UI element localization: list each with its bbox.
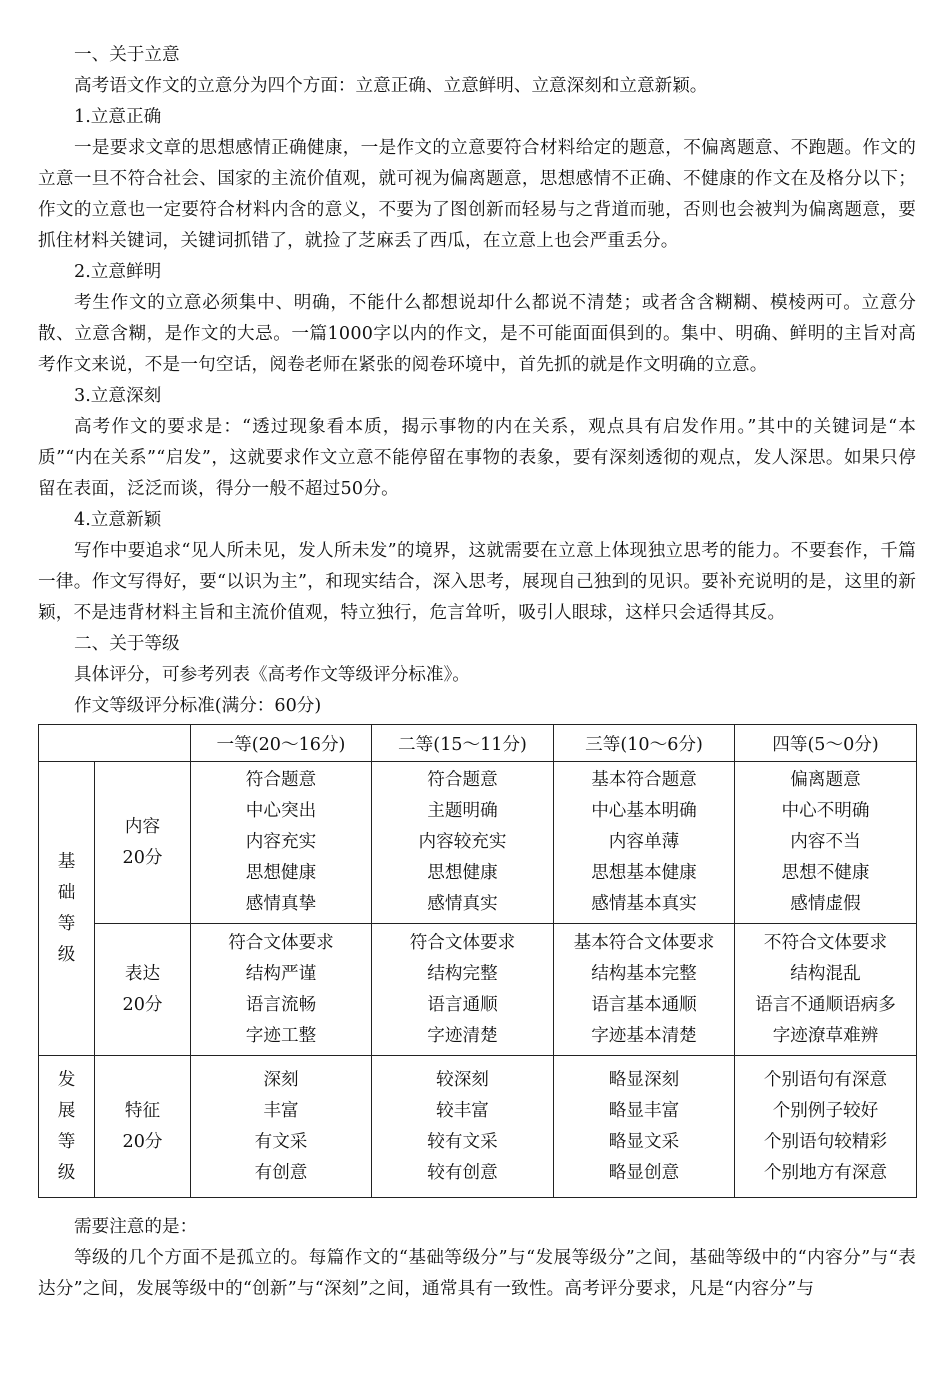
header-grade-2: 二等(15～11分) (372, 725, 554, 762)
item4-text: 写作中要追求“见人所未见，发人所未发”的境界，这就需要在立意上体现独立思考的能力。不要套作，千篇一律。作文写得好，要“以识为主”，和现实结合，深入思考，展现自己独到的见识。要补充说明的是，这里的新颖，不是违背材料主旨和主流价值观，特立独行，危言耸听，吸引人眼球，这样只会适得其反。 (38, 541, 916, 623)
cell-line: 基本符合文体要求 (573, 932, 715, 953)
cell-line: 略显丰富 (608, 1100, 680, 1121)
cell-line: 感情基本真实 (591, 894, 697, 914)
cell-line: 中心突出 (245, 801, 317, 821)
cell-line: 基本符合题意 (591, 770, 697, 790)
cell-line: 不符合文体要求 (763, 932, 888, 953)
item3-title: 3.立意深刻 (74, 386, 162, 406)
cell-line: 语言基本通顺 (591, 994, 697, 1015)
group-label-char: 等 (57, 1131, 76, 1152)
category-expression (95, 924, 191, 1056)
cell-line: 字迹基本清楚 (591, 1025, 697, 1046)
table-cell (554, 924, 735, 1056)
table-cell (372, 1056, 554, 1198)
category-name: 表达 (124, 963, 161, 984)
category-score: 20分 (122, 1131, 163, 1152)
table-cell (372, 762, 554, 924)
item2-text: 考生作文的立意必须集中、明确，不能什么都想说却什么都说不清楚；或者含含糊糊、模棱两可。立意分散、立意含糊，是作文的大忌。一篇1000字以内的作文，是不可能面面俱到的。集中、明确、鲜明的主旨对高考作文来说，不是一句空话，阅卷老师在紧张的阅卷环境中，首先抓的就是作文明确的立意。 (38, 293, 916, 375)
cell-line: 语言通顺 (427, 994, 498, 1015)
table-cell (554, 1056, 735, 1198)
table-row-features (39, 1056, 917, 1198)
header-grade-4: 四等(5～0分) (735, 725, 917, 762)
item1-text: 一是要求文章的思想感情正确健康，一是作文的立意要符合材料给定的题意，不偏离题意、不跑题。作文的立意一旦不符合社会、国家的主流价值观，就可视为偏离题意，思想感情不正确、不健康的作文在及格分以下；作文的立意也一定要符合材料内含的意义，不要为了图创新而轻易与之背道而驰，否则也会被判为偏离题意，要抓住材料关键词，关键词抓错了，就捡了芝麻丢了西瓜，在立意上也会严重丢分。 (38, 138, 916, 251)
cell-line: 较丰富 (436, 1100, 489, 1121)
cell-line: 符合文体要求 (228, 932, 334, 953)
item3-text: 高考作文的要求是：“透过现象看本质，揭示事物的内在关系，观点具有启发作用。”其中的关键词是“本质”“内在关系”“启发”，这就要求作文立意不能停留在事物的表象，要有深刻透彻的观点，发人深思。如果只停留在表面，泛泛而谈，得分一般不超过50分。 (38, 417, 916, 499)
item1-title: 1.立意正确 (74, 107, 162, 127)
cell-line: 符合题意 (245, 770, 317, 790)
table-cell (372, 924, 554, 1056)
cell-line: 字迹潦草难辨 (772, 1025, 879, 1046)
cell-line: 语言流畅 (245, 994, 317, 1015)
notes-heading: 需要注意的是： (74, 1217, 198, 1237)
cell-line: 字迹清楚 (427, 1025, 498, 1046)
cell-line: 内容充实 (245, 832, 317, 852)
category-content (95, 762, 191, 924)
cell-line: 个别语句较精彩 (763, 1131, 888, 1152)
cell-line: 略显深刻 (608, 1069, 680, 1090)
cell-line: 内容单薄 (608, 832, 680, 852)
header-grade-1: 一等(20～16分) (191, 725, 372, 762)
cell-line: 符合文体要求 (409, 932, 516, 953)
cell-line: 中心不明确 (781, 801, 870, 821)
item4-title: 4.立意新颖 (74, 510, 162, 530)
cell-line: 思想健康 (245, 863, 317, 883)
table-header-row (39, 725, 917, 762)
notes-text: 等级的几个方面不是孤立的。每篇作文的“基础等级分”与“发展等级分”之间，基础等级中的“内容分”与“表达分”之间，发展等级中的“创新”与“深刻”之间，通常具有一致性。高考评分要求，凡是“内容分”与 (38, 1248, 916, 1299)
category-name: 内容 (124, 816, 161, 837)
document-page (38, 40, 916, 1305)
group-label-char: 展 (57, 1100, 76, 1121)
table-cell (735, 924, 917, 1056)
cell-line: 结构基本完整 (591, 963, 697, 984)
cell-line: 符合题意 (427, 770, 498, 790)
cell-line: 感情虚假 (790, 894, 861, 914)
cell-line: 有文采 (254, 1131, 308, 1152)
cell-line: 较有创意 (427, 1162, 498, 1183)
group-label-char: 础 (57, 882, 76, 903)
group-label-char: 发 (57, 1069, 76, 1090)
cell-line: 较有文采 (427, 1131, 498, 1152)
cell-line: 个别地方有深意 (763, 1162, 888, 1183)
cell-line: 思想不健康 (781, 863, 870, 883)
group-label-char: 基 (57, 851, 76, 872)
cell-line: 结构混乱 (790, 963, 861, 984)
item2-title: 2.立意鲜明 (74, 262, 162, 282)
cell-line: 感情真实 (427, 894, 498, 914)
cell-line: 思想健康 (427, 863, 498, 883)
table-corner-cell (39, 725, 191, 762)
category-score: 20分 (122, 994, 163, 1015)
cell-line: 个别例子较好 (772, 1100, 879, 1121)
group-label-basic (39, 762, 95, 1056)
group-label-char: 级 (57, 1162, 76, 1183)
cell-line: 中心基本明确 (591, 801, 697, 821)
table-row-expression (39, 924, 917, 1056)
grading-table (38, 724, 917, 1198)
category-score: 20分 (122, 847, 163, 868)
cell-line: 较深刻 (436, 1069, 489, 1090)
table-cell (191, 1056, 372, 1198)
cell-line: 主题明确 (427, 801, 498, 821)
table-title: 作文等级评分标准(满分：60分) (74, 696, 322, 716)
cell-line: 内容不当 (790, 832, 861, 852)
cell-line: 内容较充实 (418, 832, 507, 852)
cell-line: 结构严谨 (245, 963, 317, 984)
group-label-char: 级 (57, 944, 76, 965)
category-features (95, 1056, 191, 1198)
category-name: 特征 (124, 1100, 161, 1121)
section2-intro: 具体评分，可参考列表《高考作文等级评分标准》。 (74, 665, 470, 685)
cell-line: 丰富 (263, 1100, 299, 1121)
group-label-char: 等 (57, 913, 76, 934)
cell-line: 字迹工整 (245, 1025, 317, 1046)
cell-line: 结构完整 (427, 963, 498, 984)
section2-heading: 二、关于等级 (74, 634, 180, 654)
cell-line: 偏离题意 (790, 770, 861, 790)
table-cell (191, 762, 372, 924)
group-label-development (39, 1056, 95, 1198)
table-cell (735, 762, 917, 924)
cell-line: 深刻 (263, 1069, 299, 1090)
section1-heading: 一、关于立意 (74, 45, 180, 65)
cell-line: 略显创意 (608, 1162, 680, 1183)
cell-line: 语言不通顺语病多 (755, 994, 896, 1015)
section1-intro: 高考语文作文的立意分为四个方面：立意正确、立意鲜明、立意深刻和立意新颖。 (74, 76, 708, 96)
cell-line: 有创意 (254, 1162, 308, 1183)
cell-line: 个别语句有深意 (763, 1069, 888, 1090)
table-cell (735, 1056, 917, 1198)
header-grade-3: 三等(10～6分) (554, 725, 735, 762)
cell-line: 略显文采 (608, 1131, 680, 1152)
table-cell (554, 762, 735, 924)
table-cell (191, 924, 372, 1056)
table-row-content (39, 762, 917, 924)
cell-line: 思想基本健康 (591, 863, 697, 883)
cell-line: 感情真挚 (245, 894, 317, 914)
